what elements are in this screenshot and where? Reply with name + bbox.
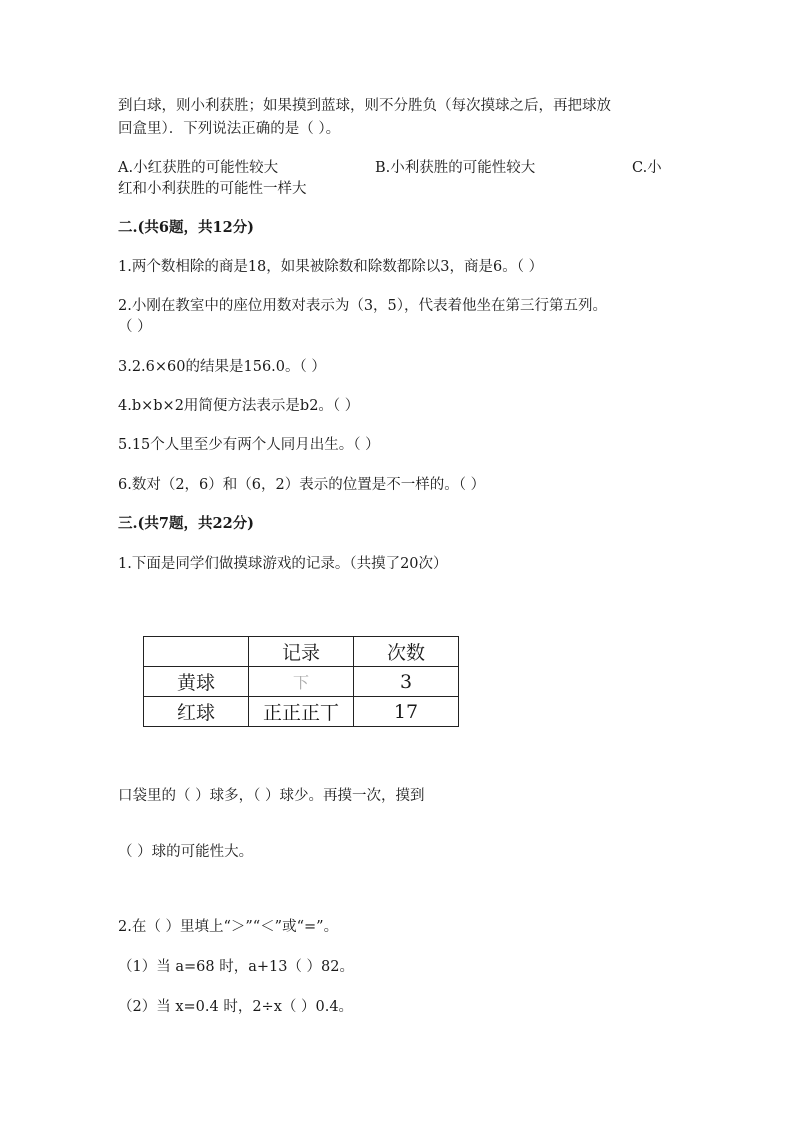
record-table <box>143 636 459 727</box>
s2-question-6: 6.数对（2，6）和（6，2）表示的位置是不一样的。（ ） <box>118 477 486 493</box>
table-cell: 正正正丅 <box>249 697 354 727</box>
table-cell: 下 <box>249 667 354 697</box>
table-cell: 17 <box>354 697 459 727</box>
s3-question-2-part-1: （1）当 a=68 时，a+13（ ）82。 <box>118 959 354 975</box>
s3-question-2-part-2: （2）当 x=0.4 时，2÷x（ ）0.4。 <box>118 999 354 1015</box>
s2-question-4: 4.b×b×2用简便方法表示是b2。（ ） <box>118 398 360 414</box>
question-intro-line-1: 到白球，则小利获胜；如果摸到蓝球，则不分胜负（每次摸球之后，再把球放 <box>118 98 611 114</box>
section-2-header: 二.(共6题，共12分) <box>118 219 255 236</box>
fill-in-line-1: 口袋里的（ ）球多，（ ）球少。再摸一次，摸到 <box>118 788 425 804</box>
table-header-cell <box>144 637 249 667</box>
table-row <box>144 697 459 727</box>
s2-question-5: 5.15个人里至少有两个人同月出生。（ ） <box>118 437 380 453</box>
question-intro-line-2: 回盒里）．下列说法正确的是（ ）。 <box>118 121 341 137</box>
option-b: B.小利获胜的可能性较大 <box>375 160 536 176</box>
s2-question-2-blank: （ ） <box>118 319 152 335</box>
option-c-continued: 红和小利获胜的可能性一样大 <box>118 181 307 197</box>
s2-question-3: 3.2.6×60的结果是156.0。（ ） <box>118 359 326 375</box>
s3-question-1: 1.下面是同学们做摸球游戏的记录。（共摸了20次） <box>118 556 448 572</box>
s2-question-2: 2.小刚在教室中的座位用数对表示为（3，5），代表着他坐在第三行第五列。 <box>118 298 608 314</box>
table-row <box>144 667 459 697</box>
fill-in-line-2: （ ）球的可能性大。 <box>118 844 254 860</box>
table-header-cell: 记录 <box>249 637 354 667</box>
table-cell: 3 <box>354 667 459 697</box>
option-c: C.小 <box>632 160 662 176</box>
table-cell: 黄球 <box>144 667 249 697</box>
table-header-cell: 次数 <box>354 637 459 667</box>
table-cell: 红球 <box>144 697 249 727</box>
section-3-header: 三.(共7题，共22分) <box>118 515 255 532</box>
s2-question-1: 1.两个数相除的商是18，如果被除数和除数都除以3，商是6。（ ） <box>118 259 544 275</box>
option-a: A.小红获胜的可能性较大 <box>118 160 279 176</box>
s3-question-2: 2.在（ ）里填上“＞”“＜”或“=”。 <box>118 919 339 935</box>
table-header-row <box>144 637 459 667</box>
